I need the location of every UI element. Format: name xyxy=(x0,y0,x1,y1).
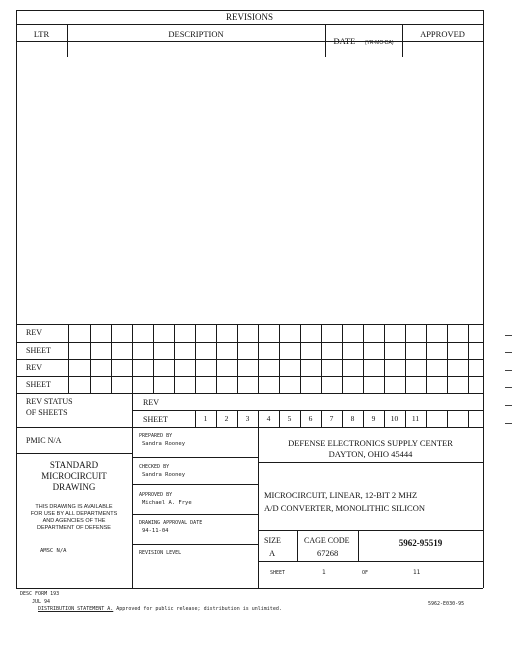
sheet-row-label: SHEET xyxy=(26,346,51,355)
rev-grid-column-line xyxy=(321,324,322,393)
approved-by-label: APPROVED BY xyxy=(139,492,173,498)
of-sheets-label: OF SHEETS xyxy=(26,408,68,417)
approved-column-header: APPROVED xyxy=(420,29,465,39)
rev-grid-column-line xyxy=(111,324,112,393)
rev-status-rev-label: REV xyxy=(143,398,159,407)
standard-title-line3: DRAWING xyxy=(52,482,96,492)
rev-grid-column-line xyxy=(195,324,196,393)
sheet-number-cell: 5 xyxy=(287,414,292,423)
standard-title-line1: STANDARD xyxy=(49,460,99,470)
checked-by-label: CHECKED BY xyxy=(139,464,170,470)
approval-date-value: 94-11-04 xyxy=(142,528,169,534)
approved-by-name: Michael A. Frye xyxy=(142,500,192,506)
amsc-label: AMSC N/A xyxy=(40,548,67,554)
cage-code-label: CAGE CODE xyxy=(304,536,350,545)
pmic-label: PMIC N/A xyxy=(26,436,62,445)
sheet-number-cell: 8 xyxy=(350,414,355,423)
rev-grid-column-line xyxy=(468,324,469,393)
rev-grid-column-line xyxy=(363,324,364,393)
revisions-title: REVISIONS xyxy=(225,12,273,22)
size-value: A xyxy=(269,548,276,558)
prepared-by-label: PREPARED BY xyxy=(139,433,173,439)
document-reference: 5962-E030-95 xyxy=(428,601,465,607)
sheet-total: 11 xyxy=(413,569,421,576)
rev-grid-column-line xyxy=(384,324,385,393)
cage-code-value: 67268 xyxy=(317,548,339,558)
rev-row-label: REV xyxy=(26,328,42,337)
prepared-by-name: Sandra Rooney xyxy=(142,441,186,447)
standard-title-line2: MICROCIRCUIT xyxy=(41,471,107,481)
availability-note xyxy=(16,504,132,532)
sheet-number-cell: 3 xyxy=(245,414,250,423)
sheet-of-label: OF xyxy=(362,570,369,576)
checked-by-name: Sandra Rooney xyxy=(142,472,186,478)
sheet-number-cell: 10 xyxy=(390,414,399,423)
rev-grid-column-line xyxy=(258,324,259,393)
form-number: DESC FORM 193 xyxy=(20,591,60,597)
sheet-number-cell: 2 xyxy=(224,414,229,423)
rev-grid-column-line xyxy=(90,324,91,393)
drawing-number: 5962-95519 xyxy=(398,538,443,548)
date-column-header xyxy=(325,29,402,48)
sheet-number-cell: 6 xyxy=(308,414,313,423)
rev-grid-column-line xyxy=(216,324,217,393)
rev-row-label: REV xyxy=(26,363,42,372)
rev-grid-column-line xyxy=(153,324,154,393)
drawing-title-line2: A/D CONVERTER, MONOLITHIC SILICON xyxy=(264,503,425,513)
rev-grid-column-line xyxy=(300,324,301,393)
rev-grid-column-line xyxy=(405,324,406,393)
approval-date-label: DRAWING APPROVAL DATE xyxy=(139,520,203,526)
sheet-number-cell: 9 xyxy=(371,414,376,423)
date-label: DATE xyxy=(333,36,356,46)
availability-line: DEPARTMENT OF DEFENSE xyxy=(37,525,111,531)
rev-grid-column-line xyxy=(237,324,238,393)
rev-grid-column-line xyxy=(426,324,427,393)
sheet-number-cell: 7 xyxy=(329,414,334,423)
description-column-header: DESCRIPTION xyxy=(168,29,224,39)
rev-grid-column-line xyxy=(174,324,175,393)
drawing-title-line1: MICROCIRCUIT, LINEAR, 12-BIT 2 MHZ xyxy=(264,490,418,500)
agency-name: DEFENSE ELECTRONICS SUPPLY CENTER xyxy=(288,438,453,448)
distribution-text: Approved for public release; distribution is unlimited. xyxy=(116,606,282,612)
rev-status-label: REV STATUS xyxy=(26,397,73,406)
availability-line: AND AGENCIES OF THE xyxy=(42,518,106,524)
revision-level-label: REVISION LEVEL xyxy=(139,550,182,556)
rev-grid-column-line xyxy=(342,324,343,393)
rev-grid-column-line xyxy=(132,324,133,393)
sheet-value: 1 xyxy=(322,569,326,576)
distribution-statement xyxy=(38,606,282,612)
size-label: SIZE xyxy=(264,536,281,545)
date-format-label: (YR-MO-DA) xyxy=(364,40,394,46)
sheet-number-cell: 11 xyxy=(411,414,420,423)
sheet-number-row xyxy=(0,414,512,424)
agency-location: DAYTON, OHIO 45444 xyxy=(328,449,413,459)
distribution-label: DISTRIBUTION STATEMENT A. xyxy=(38,606,114,612)
rev-grid-column-line xyxy=(279,324,280,393)
sheet-number-cell: 4 xyxy=(266,414,271,423)
rev-grid-column-line xyxy=(68,324,69,393)
rev-status-sheet-label: SHEET xyxy=(143,415,168,424)
rev-grid-column-line xyxy=(447,324,448,393)
form-date: JUL 94 xyxy=(32,599,51,605)
sheet-label: SHEET xyxy=(270,570,286,576)
availability-line: THIS DRAWING IS AVAILABLE xyxy=(35,504,113,510)
ltr-column-header: LTR xyxy=(33,29,50,39)
sheet-row-label: SHEET xyxy=(26,380,51,389)
sheet-number-cell: 1 xyxy=(203,414,208,423)
availability-line: FOR USE BY ALL DEPARTMENTS xyxy=(30,511,118,517)
